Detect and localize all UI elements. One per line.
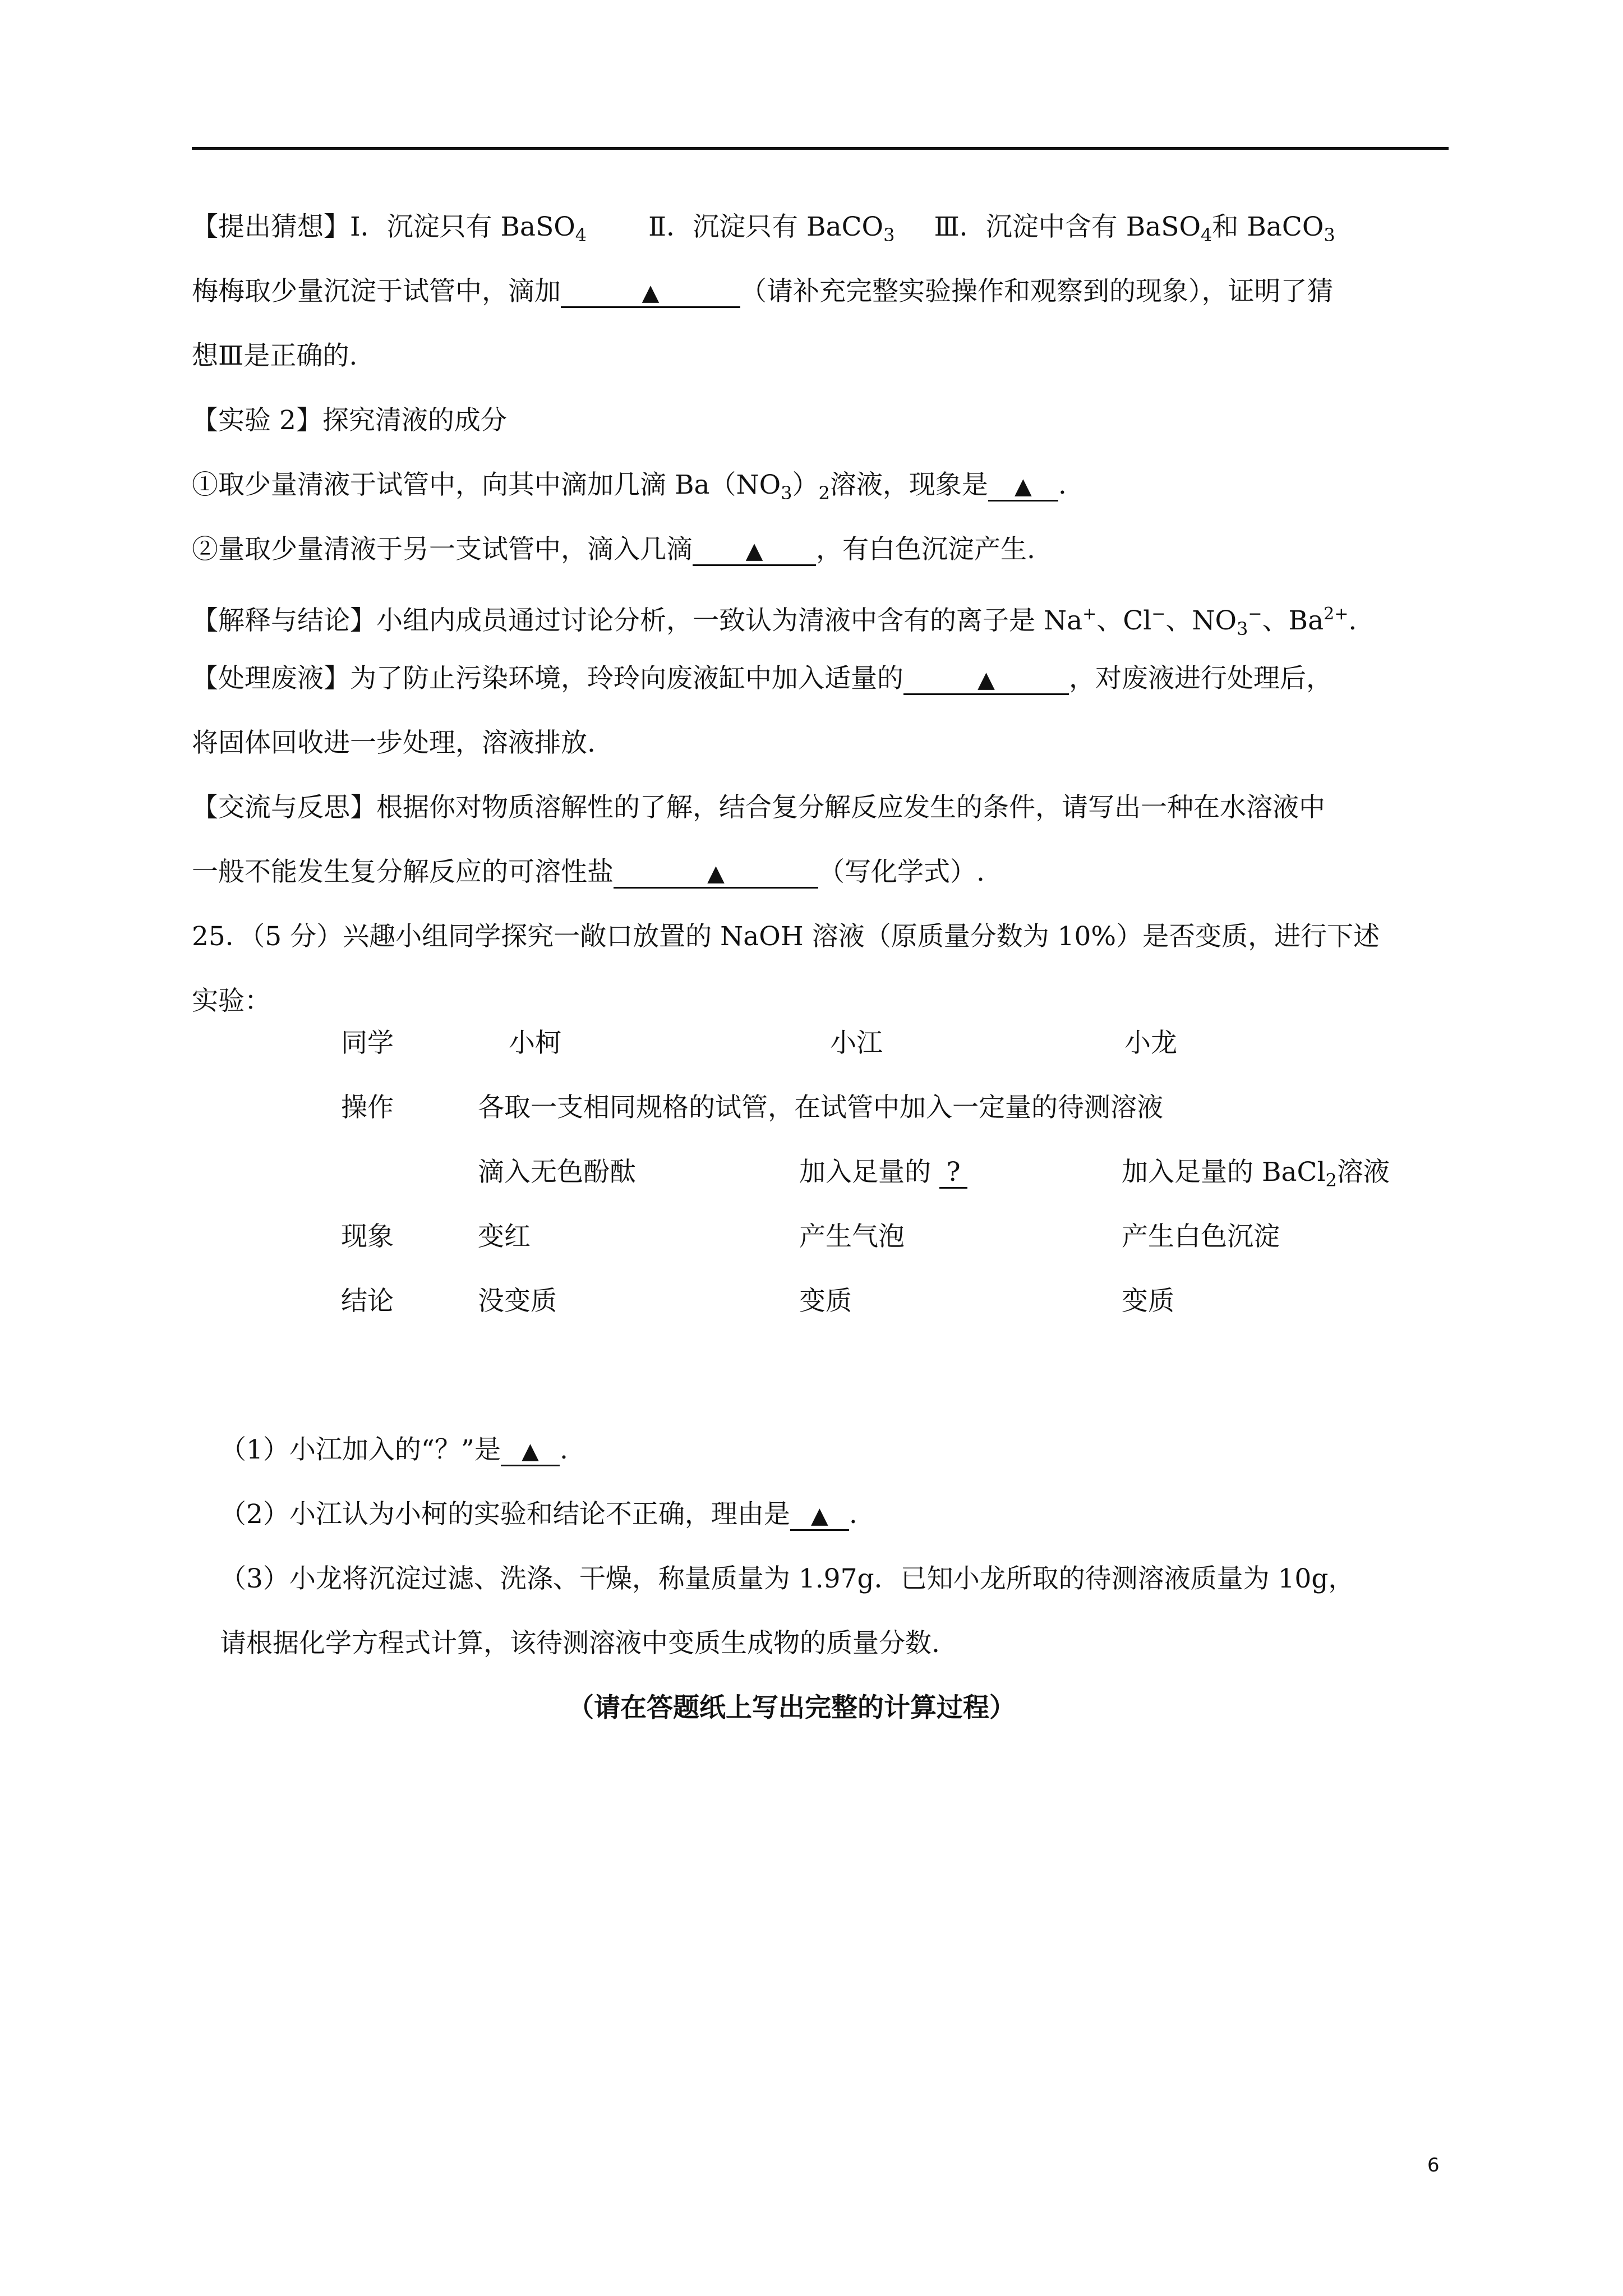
conclusion-3: 变质 bbox=[1122, 1286, 1174, 1317]
student-1: 小柯 bbox=[509, 1028, 561, 1059]
triangle-marker-icon: ▲ bbox=[978, 667, 995, 693]
page-number: 6 bbox=[1427, 2154, 1440, 2177]
exp2-title: 【实验 2】探究清液的成分 bbox=[192, 405, 507, 436]
phenomenon-1: 变红 bbox=[478, 1221, 531, 1252]
triangle-marker-icon: ▲ bbox=[707, 861, 725, 886]
answer-blank-6[interactable] bbox=[501, 1433, 560, 1466]
calculation-note: （请在答题纸上写出完整的计算过程） bbox=[568, 1692, 1016, 1723]
hypothesis-3: Ⅲ．沉淀中含有 BaSO$_4$和 BaCO$_3$ bbox=[934, 211, 1335, 246]
conclusion-1: 没变质 bbox=[478, 1286, 557, 1317]
conclusion-line: 【解释与结论】小组内成员通过讨论分析，一致认为清液中含有的离子是 Na+、Cl−、$NO_3^-$、$Ba^{2+}$. bbox=[192, 604, 1357, 639]
subquestion-1: （1）小江加入的“？”是 ▲ . bbox=[220, 1434, 568, 1465]
reflection-line-2: 一般不能发生复分解反应的可溶性盐 ▲ （写化学式）. bbox=[192, 857, 985, 887]
phenomenon-3: 产生白色沉淀 bbox=[1122, 1221, 1280, 1252]
hypothesis-1: Ⅰ．沉淀只有 BaSO$_4$ bbox=[350, 211, 587, 246]
hypothesis-line bbox=[192, 208, 1335, 255]
reflection-line: 【交流与反思】根据你对物质溶解性的了解，结合复分解反应发生的条件，请写出一种在水溶液中 bbox=[192, 792, 1325, 823]
operation-common: 各取一支相同规格的试管，在试管中加入一定量的待测溶液 bbox=[478, 1092, 1163, 1123]
answer-blank-2[interactable] bbox=[988, 468, 1058, 501]
answer-blank-1[interactable] bbox=[561, 275, 740, 308]
student-2: 小江 bbox=[830, 1028, 883, 1059]
conclusion-2: 变质 bbox=[799, 1286, 852, 1317]
header-phenomenon: 现象 bbox=[341, 1221, 394, 1252]
exp2-step-2: ②量取少量清液于另一支试管中，滴入几滴 ▲ ，有白色沉淀产生. bbox=[192, 534, 1035, 565]
hypothesis-2: Ⅱ．沉淀只有 BaCO$_3$ bbox=[648, 211, 895, 246]
header-conclusion: 结论 bbox=[341, 1286, 394, 1317]
waste-line-2: 将固体回收进一步处理，溶液排放. bbox=[192, 728, 596, 758]
triangle-marker-icon: ▲ bbox=[522, 1438, 539, 1464]
triangle-marker-icon: ▲ bbox=[642, 280, 660, 306]
answer-blank-7[interactable] bbox=[790, 1498, 849, 1531]
student-3: 小龙 bbox=[1124, 1028, 1177, 1059]
question-25-line-2: 实验： bbox=[192, 986, 271, 1016]
operation-2: 加入足量的 ? bbox=[799, 1153, 967, 1192]
question-mark-blank: ? bbox=[939, 1156, 967, 1189]
exp2-step-1: ①取少量清液于试管中，向其中滴加几滴 $Ba(NO_3)_2$溶液，现象是 ▲ . bbox=[192, 470, 1067, 504]
header-operation: 操作 bbox=[341, 1092, 394, 1123]
question-25: 25．（5 分）兴趣小组同学探究一敞口放置的 NaOH 溶液（原质量分数为 10%）是否变质，进行下述 bbox=[192, 921, 1380, 952]
meimei-line: 梅梅取少量沉淀于试管中，滴加 ▲ （请补充完整实验操作和观察到的现象），证明了猜 bbox=[192, 276, 1334, 307]
header-rule bbox=[192, 147, 1449, 150]
phenomenon-2: 产生气泡 bbox=[799, 1221, 905, 1252]
meimei-line-2: 想Ⅲ是正确的. bbox=[192, 341, 358, 371]
answer-blank-3[interactable] bbox=[693, 533, 816, 566]
answer-blank-4[interactable] bbox=[903, 662, 1069, 695]
operation-3: 加入足量的 BaCl$_2$溶液 bbox=[1122, 1157, 1390, 1191]
hypothesis-label: 【提出猜想】 bbox=[192, 211, 350, 242]
subquestion-2: （2）小江认为小柯的实验和结论不正确，理由是 ▲ . bbox=[220, 1499, 857, 1530]
triangle-marker-icon: ▲ bbox=[1014, 473, 1032, 499]
subquestion-3: （3）小龙将沉淀过滤、洗涤、干燥，称量质量为 1.97g．已知小龙所取的待测溶液质量为 10g， bbox=[220, 1563, 1355, 1594]
waste-line: 【处理废液】为了防止污染环境，玲玲向废液缸中加入适量的 ▲ ，对废液进行处理后， bbox=[192, 663, 1332, 694]
answer-blank-5[interactable] bbox=[614, 855, 818, 889]
operation-1: 滴入无色酚酞 bbox=[478, 1157, 636, 1188]
triangle-marker-icon: ▲ bbox=[811, 1503, 828, 1529]
triangle-marker-icon: ▲ bbox=[745, 538, 763, 564]
header-student: 同学 bbox=[341, 1028, 394, 1059]
subquestion-3-line-2: 请根据化学方程式计算，该待测溶液中变质生成物的质量分数. bbox=[220, 1628, 940, 1659]
